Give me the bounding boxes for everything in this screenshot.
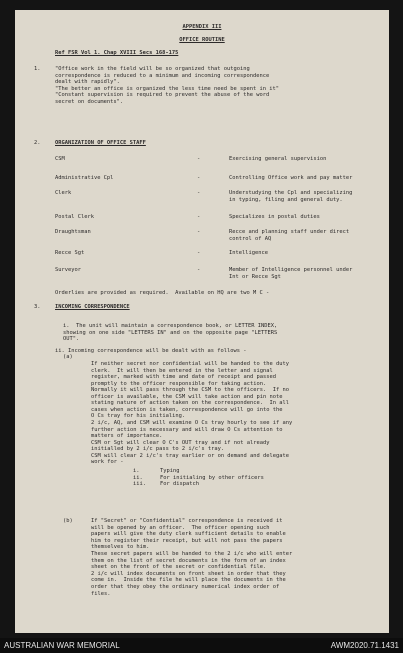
section-1-line: dealt with rapidly". <box>55 79 120 86</box>
item-b-line: come in. Inside the file he will place the documents in the <box>91 577 286 584</box>
item-a-line: CSM or Sgt will clear O C's OUT tray and if not already <box>91 439 270 446</box>
item-a-line: If neither secret nor confidential will be handed to the duty <box>91 361 289 367</box>
dash-separator: - <box>197 156 201 162</box>
item-a-line: CSM will clear 2 i/c's tray earlier or on demand and delegate <box>91 452 289 459</box>
staff-role: Clerk <box>55 190 72 196</box>
item-a-line: Normally it will pass through the CSM to the officers. If no <box>91 387 289 394</box>
section-1-line: secret on documents". <box>55 99 124 105</box>
section-2-heading: ORGANIZATION OF OFFICE STAFF <box>55 140 146 146</box>
item-b-line: sheet on the front of the secret or confidential file. <box>91 564 267 571</box>
staff-duty: Specializes in postal duties <box>229 214 320 220</box>
item-b-label: (b) <box>63 518 73 524</box>
item-a-line: clerk. It will then be entered in the letter and signal <box>91 367 273 374</box>
item-a-line: initialled by 2 i/c pass to 2 i/c's tray. <box>91 446 225 453</box>
item-b-line: them on the list of secret documents in the form of an index <box>91 557 286 564</box>
staff-duty: Exercising general supervision <box>229 156 327 162</box>
item-a-line: cases when action is taken, correspondence will go into the <box>91 406 283 413</box>
dash-separator: - <box>197 267 201 273</box>
section-1-line: "The better an office is organized the less time need be spent in it" <box>55 85 279 92</box>
footer-source: AUSTRALIAN WAR MEMORIAL <box>4 641 120 650</box>
item-a-line: O Cs tray for his initialing. <box>91 413 186 420</box>
item-a-line: officer is available, the CSM will take action and pin note <box>91 393 283 400</box>
appendix-heading: APPENDIX III <box>182 24 222 30</box>
staff-role: Surveyor <box>55 267 81 273</box>
item-a-line: register, marked with time and date of receipt and passed <box>91 374 276 381</box>
item-a-line: work for - <box>91 459 124 466</box>
item-a-line: stating nature of action taken on the correspondence. In all <box>91 400 289 407</box>
staff-duty: Intelligence <box>229 250 268 256</box>
staff-role: Recce Sgt <box>55 250 85 256</box>
staff-role: Postal Clerk <box>55 214 94 220</box>
staff-role: CSM <box>55 156 65 162</box>
staff-role: Draughtsman <box>55 229 91 235</box>
dash-separator: - <box>197 175 201 181</box>
section-1-line: "Office work in the field will be so organized that outgoing <box>55 66 250 72</box>
staff-duty: Recce and planning staff under direct <box>229 229 350 235</box>
staff-duty: Int or Recce Sgt <box>229 273 281 280</box>
dash-separator: - <box>197 214 201 220</box>
item-b-line: 2 i/c will index documents on front sheet in order that they <box>91 570 286 577</box>
footer-bar <box>0 638 403 653</box>
section-3-heading: INCOMING CORRESPONDENCE <box>55 304 130 310</box>
item-b-line: If "Secret" or "Confidential" correspondence is received it <box>91 518 283 524</box>
staff-duty: Controlling Office work and pay matter <box>229 175 353 181</box>
paragraph-i-line: i. The unit will maintain a correspondence book, or LETTER INDEX, <box>63 323 278 329</box>
item-b-line: order that they obey the ordinary numerical index order of <box>91 584 280 590</box>
section-1-line: correspondence is reduced to a minimum and incoming correspondence <box>55 72 270 79</box>
orderlies-note: Orderlies are provided as required. Available on HQ are two M C - <box>55 290 270 296</box>
item-a-line: further action is necessary and will draw O Cs attention to <box>91 426 283 433</box>
staff-duty: Understudying the Cpl and specializing <box>229 190 353 196</box>
item-a-label: (a) <box>63 354 73 360</box>
paragraph-i-line: showing on one side "LETTERS IN" and on the opposite page "LETTERS <box>63 329 278 336</box>
paragraph-ii-intro: ii. Incoming correspondence will be dealt with as follows - <box>55 348 247 354</box>
reference-line: Ref FSR Vol 1. Chap XVIII Secs 168-175 <box>55 50 179 56</box>
item-b-line: him to register their receipt, but will not pass the papers <box>91 537 283 544</box>
staff-duty: control of AQ <box>229 235 272 242</box>
item-b-line: These secret papers will be handed to the 2 i/c who will enter <box>91 551 293 557</box>
section-1-number: 1. <box>34 66 41 72</box>
staff-duty: Member of Intelligence personnel under <box>229 267 353 273</box>
document-page <box>15 10 389 633</box>
item-a-line: matters of importance. <box>91 433 163 440</box>
section-3-number: 3. <box>34 304 41 310</box>
sublist-numeral: i. <box>133 468 140 474</box>
document-title: OFFICE ROUTINE <box>179 37 225 43</box>
item-b-line: files. <box>91 590 111 597</box>
sublist-numeral: iii. <box>133 481 146 488</box>
paragraph-i-line: OUT". <box>63 336 80 343</box>
sublist-text: For initialing by other officers <box>160 474 264 481</box>
item-b-line: will be opened by an officer. The officer opening such <box>91 524 270 531</box>
staff-role: Administrative Cpl <box>55 175 114 181</box>
section-1-line: "Constant supervision is required to prevent the abuse of the word <box>55 92 270 99</box>
item-a-line: 2 i/c, AQ, and CSM will examine O Cs tray hourly to see if any <box>91 419 293 426</box>
sublist-text: Typing <box>160 468 180 474</box>
footer-accession: AWM2020.71.1431 <box>330 641 399 650</box>
sublist-text: For dispatch <box>160 481 199 488</box>
item-a-line: promptly to the officer responsible for taking action. <box>91 380 267 387</box>
dash-separator: - <box>197 229 201 235</box>
staff-duty: in typing, filing and general duty. <box>229 196 343 203</box>
dash-separator: - <box>197 190 201 196</box>
item-b-line: papers will give the duty clerk sufficient details to enable <box>91 531 286 538</box>
sublist-numeral: ii. <box>133 474 143 481</box>
item-b-line: themselves to him. <box>91 544 150 551</box>
section-2-number: 2. <box>34 140 41 146</box>
dash-separator: - <box>197 250 201 256</box>
